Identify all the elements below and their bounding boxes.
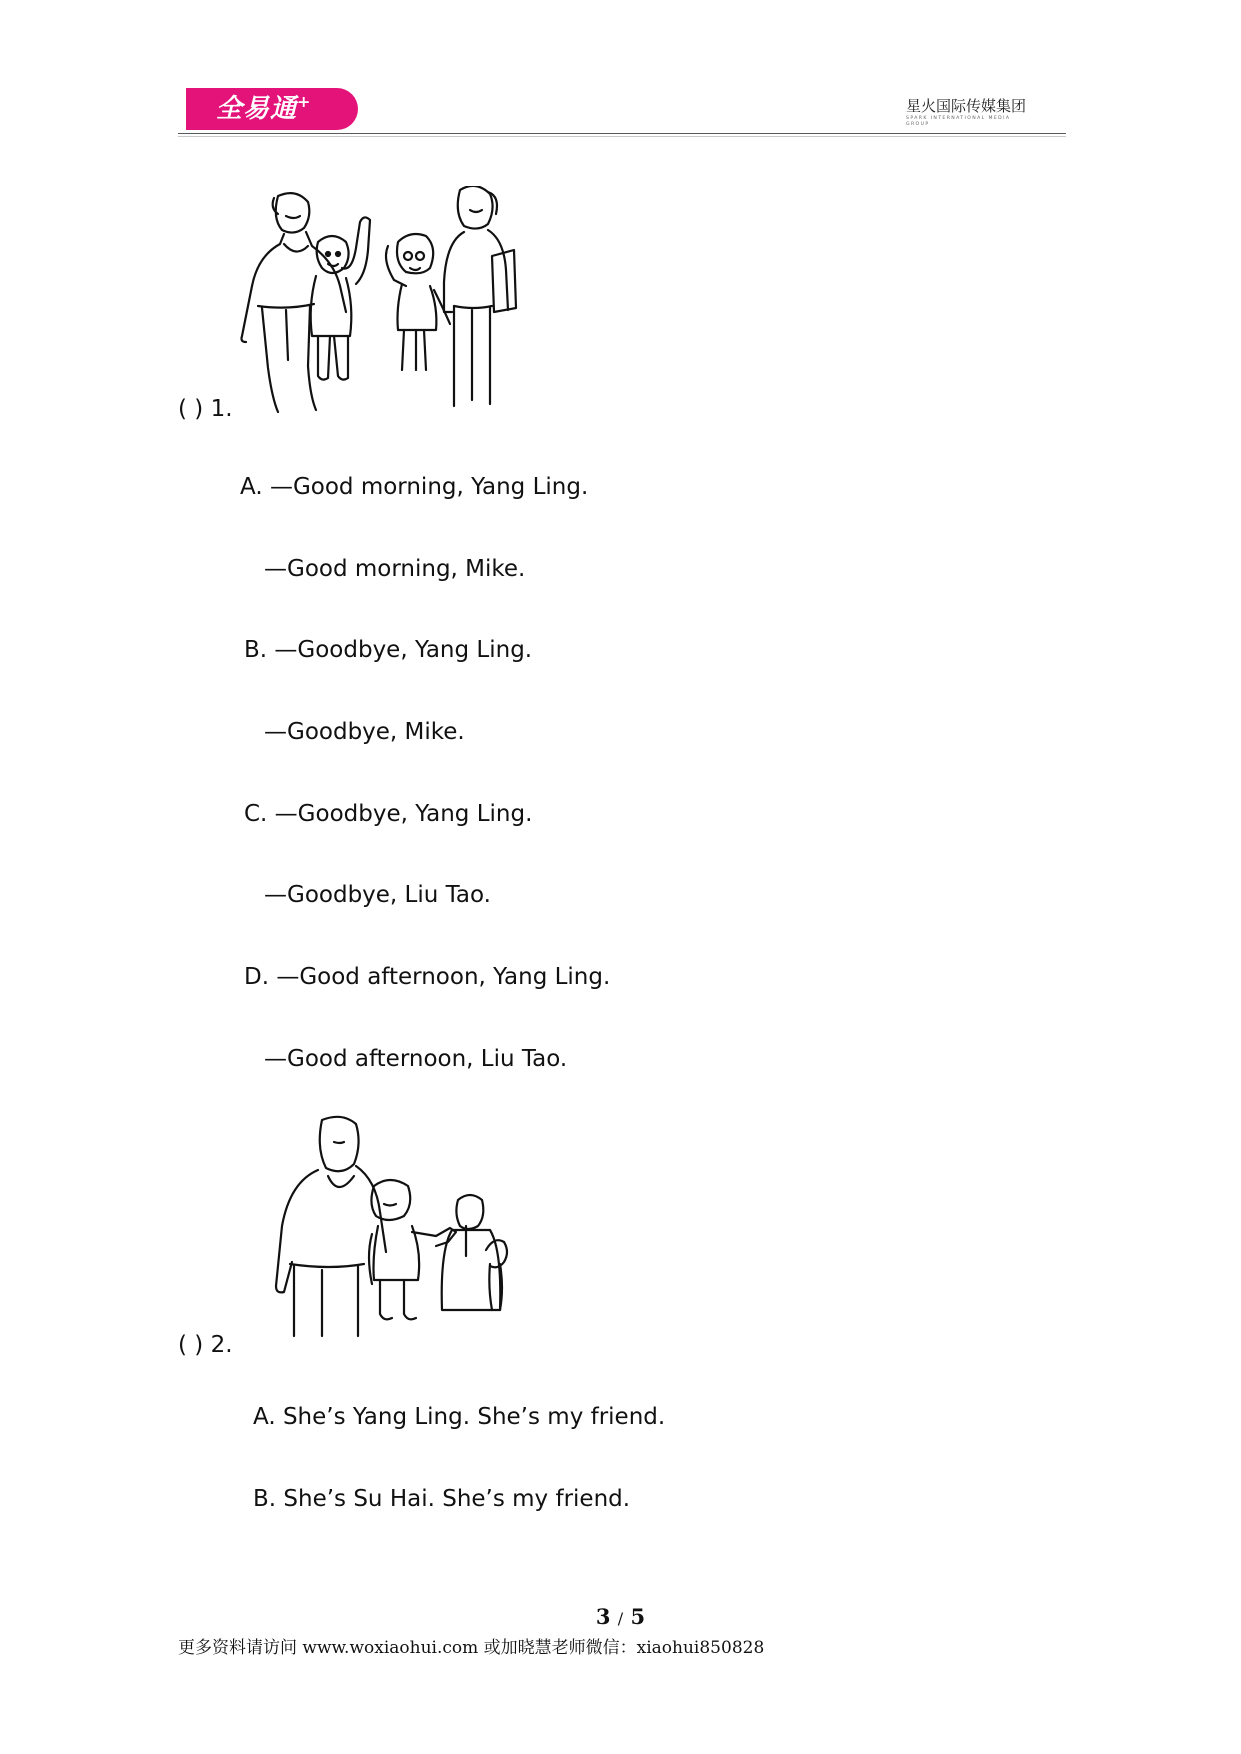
logo-text: 全易通	[216, 94, 298, 124]
footer-note: 更多资料请访问 www.woxiaohui.com 或加晓慧老师微信：xiaohui850828	[178, 1638, 765, 1658]
q1-option-b-line2: —Goodbye, Mike.	[264, 719, 465, 745]
brand-name-en: SPARK INTERNATIONAL MEDIA GROUP	[906, 116, 1011, 127]
brand-logo	[186, 88, 358, 130]
q2-option-b: B. She’s Su Hai. She’s my friend.	[253, 1486, 631, 1512]
q1-option-c-line2: —Goodbye, Liu Tao.	[264, 882, 491, 908]
page-separator: /	[617, 1609, 624, 1628]
question-number-1: ( ) 1.	[178, 396, 233, 422]
logo-plus: +	[297, 92, 312, 111]
header-divider	[178, 133, 1066, 134]
q1-option-d-line1: D. —Good afternoon, Yang Ling.	[244, 964, 611, 990]
page-current: 3	[595, 1604, 611, 1629]
illustration-q1-family-waving	[238, 186, 590, 416]
header-divider-secondary	[178, 136, 1066, 137]
page-number	[0, 1604, 1241, 1629]
q2-option-a: A. She’s Yang Ling. She’s my friend.	[253, 1404, 666, 1430]
question-number-2: ( ) 2.	[178, 1332, 233, 1358]
q1-option-a-line1: A. —Good morning, Yang Ling.	[240, 474, 589, 500]
brand-name-cn: 星火国际传媒集团	[906, 97, 1027, 115]
page-total: 5	[630, 1604, 646, 1629]
illustration-q2-introduction	[272, 1114, 572, 1344]
publisher-brand	[906, 96, 1036, 128]
q1-option-d-line2: —Good afternoon, Liu Tao.	[264, 1046, 568, 1072]
q1-option-c-line1: C. —Goodbye, Yang Ling.	[244, 801, 533, 827]
q1-option-b-line1: B. —Goodbye, Yang Ling.	[244, 637, 533, 663]
q1-option-a-line2: —Good morning, Mike.	[264, 556, 526, 582]
